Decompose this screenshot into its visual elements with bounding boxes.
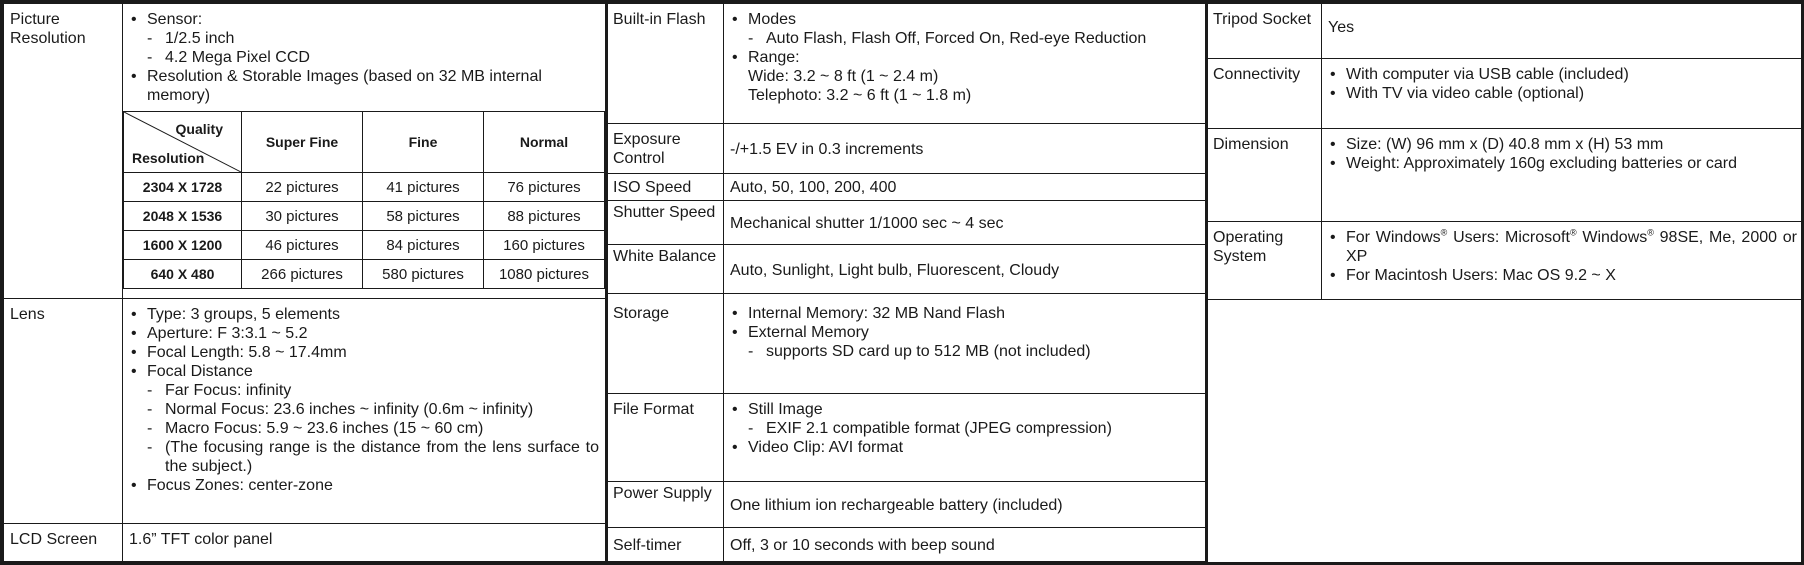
normal-focus: - Normal Focus: 23.6 inches ~ infinity (0.6m ~ infinity)	[147, 400, 599, 419]
cell-fine: 84 pictures	[363, 231, 484, 260]
focus-range-note: - (The focusing range is the distance from the lens surface to the subject.)	[147, 438, 599, 476]
exif-format: - EXIF 2.1 compatible format (JPEG compression)	[748, 419, 1199, 438]
cell-super-fine: 266 pictures	[242, 260, 363, 289]
spec-table-3	[1206, 3, 1804, 562]
label-file-format: File Format	[607, 394, 724, 482]
sensor-list	[129, 10, 599, 105]
row-resolution: 1600 X 1200	[124, 231, 242, 260]
value-shutter-speed: Mechanical shutter 1/1000 sec ~ 4 sec	[724, 201, 1206, 245]
sensor-bullet	[147, 10, 599, 67]
value-file-format	[724, 394, 1206, 482]
value-operating-system	[1322, 222, 1804, 300]
label-iso-speed: ISO Speed	[607, 174, 724, 201]
value-picture-resolution	[123, 4, 606, 299]
lens-focal-length: • Focal Length: 5.8 ~ 17.4mm	[147, 343, 599, 362]
value-tripod-socket: Yes	[1322, 4, 1804, 59]
flash-modes	[748, 10, 1199, 48]
registered-mark: ®	[1569, 227, 1577, 238]
cell-normal: 88 pictures	[484, 202, 605, 231]
table-row	[124, 231, 605, 260]
sensor-title: Sensor:	[147, 11, 203, 28]
resolution-table	[123, 111, 605, 289]
label-tripod-socket: Tripod Socket	[1207, 4, 1322, 59]
table-row	[124, 173, 605, 202]
still-image	[748, 400, 1199, 438]
dimension-list	[1328, 135, 1797, 173]
resolution-label: Resolution	[132, 150, 205, 166]
registered-mark: ®	[1647, 227, 1654, 238]
spec-table-1	[3, 3, 606, 562]
flash-range-tele: Telephoto: 3.2 ~ 6 ft (1 ~ 1.8 m)	[748, 87, 972, 104]
resolution-table-header	[124, 112, 605, 173]
value-storage	[724, 294, 1206, 394]
spec-column-2	[606, 3, 1208, 562]
cell-fine: 580 pictures	[363, 260, 484, 289]
label-shutter-speed: Shutter Speed	[607, 201, 724, 245]
row-iso-speed	[607, 174, 1206, 201]
label-built-in-flash: Built-in Flash	[607, 4, 724, 124]
value-lcd-screen: 1.6” TFT color panel	[123, 524, 606, 562]
connectivity-list	[1328, 65, 1797, 103]
flash-range-title: Range:	[748, 49, 800, 66]
label-storage: Storage	[607, 294, 724, 394]
label-connectivity: Connectivity	[1207, 59, 1322, 129]
usb-connectivity: • With computer via USB cable (included)	[1346, 65, 1797, 84]
flash-range-wide: Wide: 3.2 ~ 8 ft (1 ~ 2.4 m)	[748, 68, 939, 85]
header-super-fine: Super Fine	[242, 112, 363, 173]
value-iso-speed: Auto, 50, 100, 200, 400	[724, 174, 1206, 201]
focus-zones: • Focus Zones: center-zone	[147, 476, 599, 495]
cell-normal: 76 pictures	[484, 173, 605, 202]
os-windows-prefix: For Windows	[1346, 229, 1441, 246]
dimension-size: • Size: (W) 96 mm x (D) 40.8 mm x (H) 53 mm	[1346, 135, 1797, 154]
internal-memory: • Internal Memory: 32 MB Nand Flash	[748, 304, 1199, 323]
storable-bullet: • Resolution & Storable Images (based on 32 MB internal memory)	[147, 67, 599, 105]
label-dimension: Dimension	[1207, 129, 1322, 222]
label-power-supply: Power Supply	[607, 482, 724, 528]
label-self-timer: Self-timer	[607, 528, 724, 562]
external-memory-list	[748, 342, 1199, 361]
sd-card-support: - supports SD card up to 512 MB (not included)	[748, 342, 1199, 361]
value-exposure-control: -/+1.5 EV in 0.3 increments	[724, 124, 1206, 174]
cell-super-fine: 22 pictures	[242, 173, 363, 202]
table-row	[124, 260, 605, 289]
storage-list	[730, 304, 1199, 361]
label-operating-system: Operating System	[1207, 222, 1322, 300]
label-white-balance: White Balance	[607, 245, 724, 294]
lens-focal-distance	[147, 362, 599, 476]
os-list	[1328, 228, 1797, 285]
row-shutter-speed	[607, 201, 1206, 245]
flash-list	[730, 10, 1199, 105]
row-resolution: 640 X 480	[124, 260, 242, 289]
lens-aperture: • Aperture: F 3:3.1 ~ 5.2	[147, 324, 599, 343]
row-operating-system	[1207, 222, 1804, 300]
external-memory	[748, 323, 1199, 361]
cell-normal: 160 pictures	[484, 231, 605, 260]
flash-modes-value: - Auto Flash, Flash Off, Forced On, Red-eye Reduction	[748, 29, 1199, 48]
spec-column-1	[3, 3, 608, 562]
flash-range	[748, 48, 1199, 105]
os-windows-versions: 98SE, Me, 2000 or XP	[1346, 229, 1798, 265]
quality-label: Quality	[175, 121, 223, 137]
lens-list	[129, 305, 599, 495]
value-self-timer: Off, 3 or 10 seconds with beep sound	[724, 528, 1206, 562]
row-resolution: 2048 X 1536	[124, 202, 242, 231]
sensor-size: - 1/2.5 inch	[147, 29, 599, 48]
label-exposure-control: Exposure Control	[607, 124, 724, 174]
header-normal: Normal	[484, 112, 605, 173]
os-windows	[1346, 228, 1797, 266]
file-format-list	[730, 400, 1199, 457]
row-connectivity	[1207, 59, 1804, 129]
tv-connectivity: • With TV via video cable (optional)	[1346, 84, 1797, 103]
value-power-supply: One lithium ion rechargeable battery (included)	[724, 482, 1206, 528]
os-windows-suffix: Windows	[1576, 229, 1648, 246]
row-lens	[4, 299, 606, 524]
still-image-title: Still Image	[748, 401, 823, 418]
focal-distance-list	[147, 381, 599, 476]
row-file-format	[607, 394, 1206, 482]
sensor-sub-list	[147, 29, 599, 67]
macro-focus: - Macro Focus: 5.9 ~ 23.6 inches (15 ~ 60 cm)	[147, 419, 599, 438]
row-built-in-flash	[607, 4, 1206, 124]
row-picture-resolution	[4, 4, 606, 299]
cell-fine: 41 pictures	[363, 173, 484, 202]
os-macintosh: • For Macintosh Users: Mac OS 9.2 ~ X	[1346, 266, 1797, 285]
still-image-list	[748, 419, 1199, 438]
spec-column-3	[1206, 3, 1804, 562]
flash-modes-list	[748, 29, 1199, 48]
value-lens	[123, 299, 606, 524]
row-exposure-control	[607, 124, 1206, 174]
sensor-ccd: - 4.2 Mega Pixel CCD	[147, 48, 599, 67]
os-windows-mid: Users: Microsoft	[1447, 229, 1570, 246]
table-row	[124, 202, 605, 231]
row-tripod-socket	[1207, 4, 1804, 59]
cell-normal: 1080 pictures	[484, 260, 605, 289]
spec-table-2	[606, 3, 1206, 562]
label-picture-resolution: Picture Resolution	[4, 4, 123, 299]
empty-area	[1207, 300, 1804, 563]
cell-super-fine: 30 pictures	[242, 202, 363, 231]
row-dimension	[1207, 129, 1804, 222]
dimension-weight: • Weight: Approximately 160g excluding batteries or card	[1346, 154, 1797, 173]
label-lens: Lens	[4, 299, 123, 524]
focal-distance-title: Focal Distance	[147, 363, 253, 380]
row-resolution: 2304 X 1728	[124, 173, 242, 202]
header-fine: Fine	[363, 112, 484, 173]
row-storage	[607, 294, 1206, 394]
quality-resolution-corner	[124, 112, 242, 173]
value-connectivity	[1322, 59, 1804, 129]
external-memory-title: External Memory	[748, 324, 869, 341]
row-power-supply	[607, 482, 1206, 528]
row-self-timer	[607, 528, 1206, 562]
row-white-balance	[607, 245, 1206, 294]
value-built-in-flash	[724, 4, 1206, 124]
far-focus: - Far Focus: infinity	[147, 381, 599, 400]
cell-fine: 58 pictures	[363, 202, 484, 231]
registered-mark: ®	[1440, 227, 1448, 238]
cell-super-fine: 46 pictures	[242, 231, 363, 260]
value-dimension	[1322, 129, 1804, 222]
label-lcd-screen: LCD Screen	[4, 524, 123, 562]
row-lcd-screen	[4, 524, 606, 562]
lens-type: • Type: 3 groups, 5 elements	[147, 305, 599, 324]
flash-modes-title: Modes	[748, 11, 797, 28]
video-clip: • Video Clip: AVI format	[748, 438, 1199, 457]
value-white-balance: Auto, Sunlight, Light bulb, Fluorescent, Cloudy	[724, 245, 1206, 294]
row-empty	[1207, 300, 1804, 563]
